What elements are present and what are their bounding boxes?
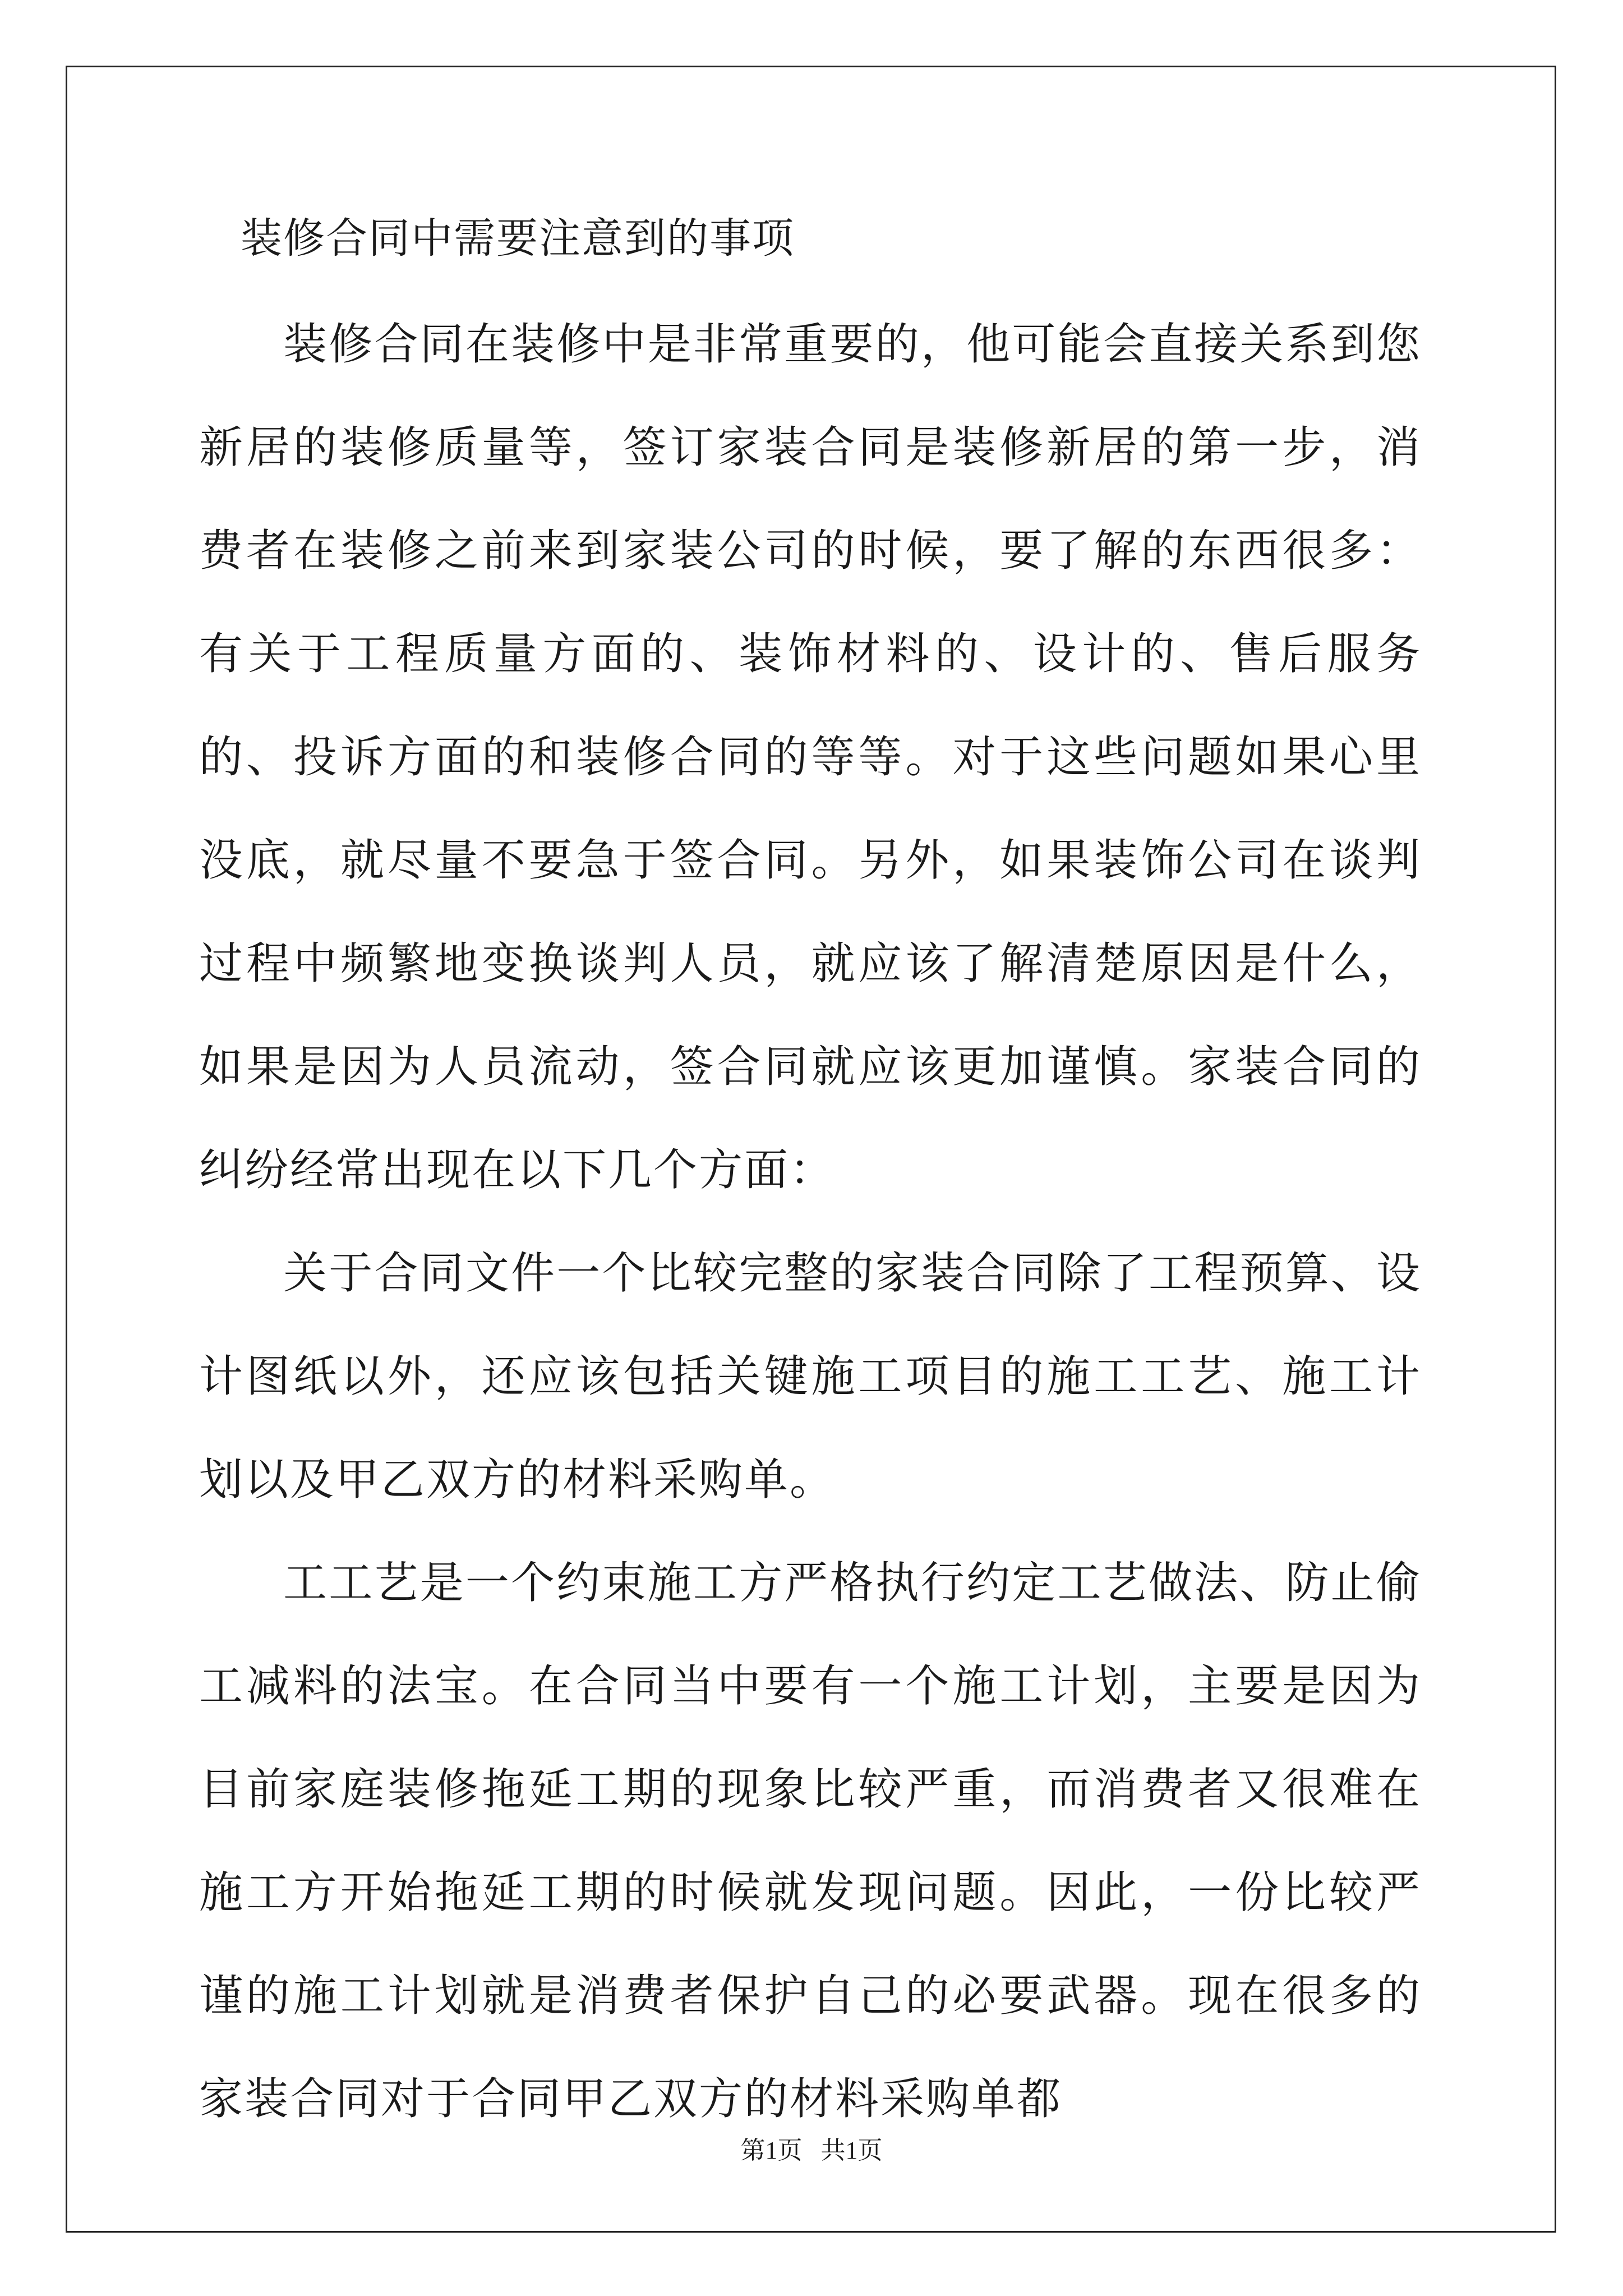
paragraph-contract-documents: 关于合同文件一个比较完整的家装合同除了工程预算、设计图纸以外，还应该包括关键施工项目的施工工艺、施工计划以及甲乙双方的材料采购单。	[199, 1248, 1422, 1505]
paragraph-intro: 装修合同在装修中是非常重要的，他可能会直接关系到您新居的装修质量等，签订家装合同是装修新居的第一步，消费者在装修之前来到家装公司的时候，要了解的东西很多：有关于工程质量方面的、装饰材料的、设计的、售后服务的、投诉方面的和装修合同的等等。对于这些问题如果心里没底，就尽量不要急于签合同。另外，如果装饰公司在谈判过程中频繁地变换谈判人员，就应该了解清楚原因是什么，如果是因为人员流动，签合同就应该更加谨慎。家装合同的纠纷经常出现在以下几个方面：	[199, 319, 1422, 1195]
page-number: 第1页 共1页	[740, 2137, 883, 2164]
document-title: 装修合同中需要注意到的事项	[241, 214, 795, 263]
page-footer	[0, 2135, 1623, 2166]
paragraph-construction-process: 工工艺是一个约束施工方严格执行约定工艺做法、防止偷工减料的法宝。在合同当中要有一个施工计划，主要是因为目前家庭装修拖延工期的现象比较严重，而消费者又很难在施工方开始拖延工期的时候就发现问题。因此，一份比较严谨的施工计划就是消费者保护自己的必要武器。现在很多的家装合同对于合同甲乙双方的材料采购单都	[199, 1558, 1422, 2124]
document-body	[199, 213, 1422, 2151]
